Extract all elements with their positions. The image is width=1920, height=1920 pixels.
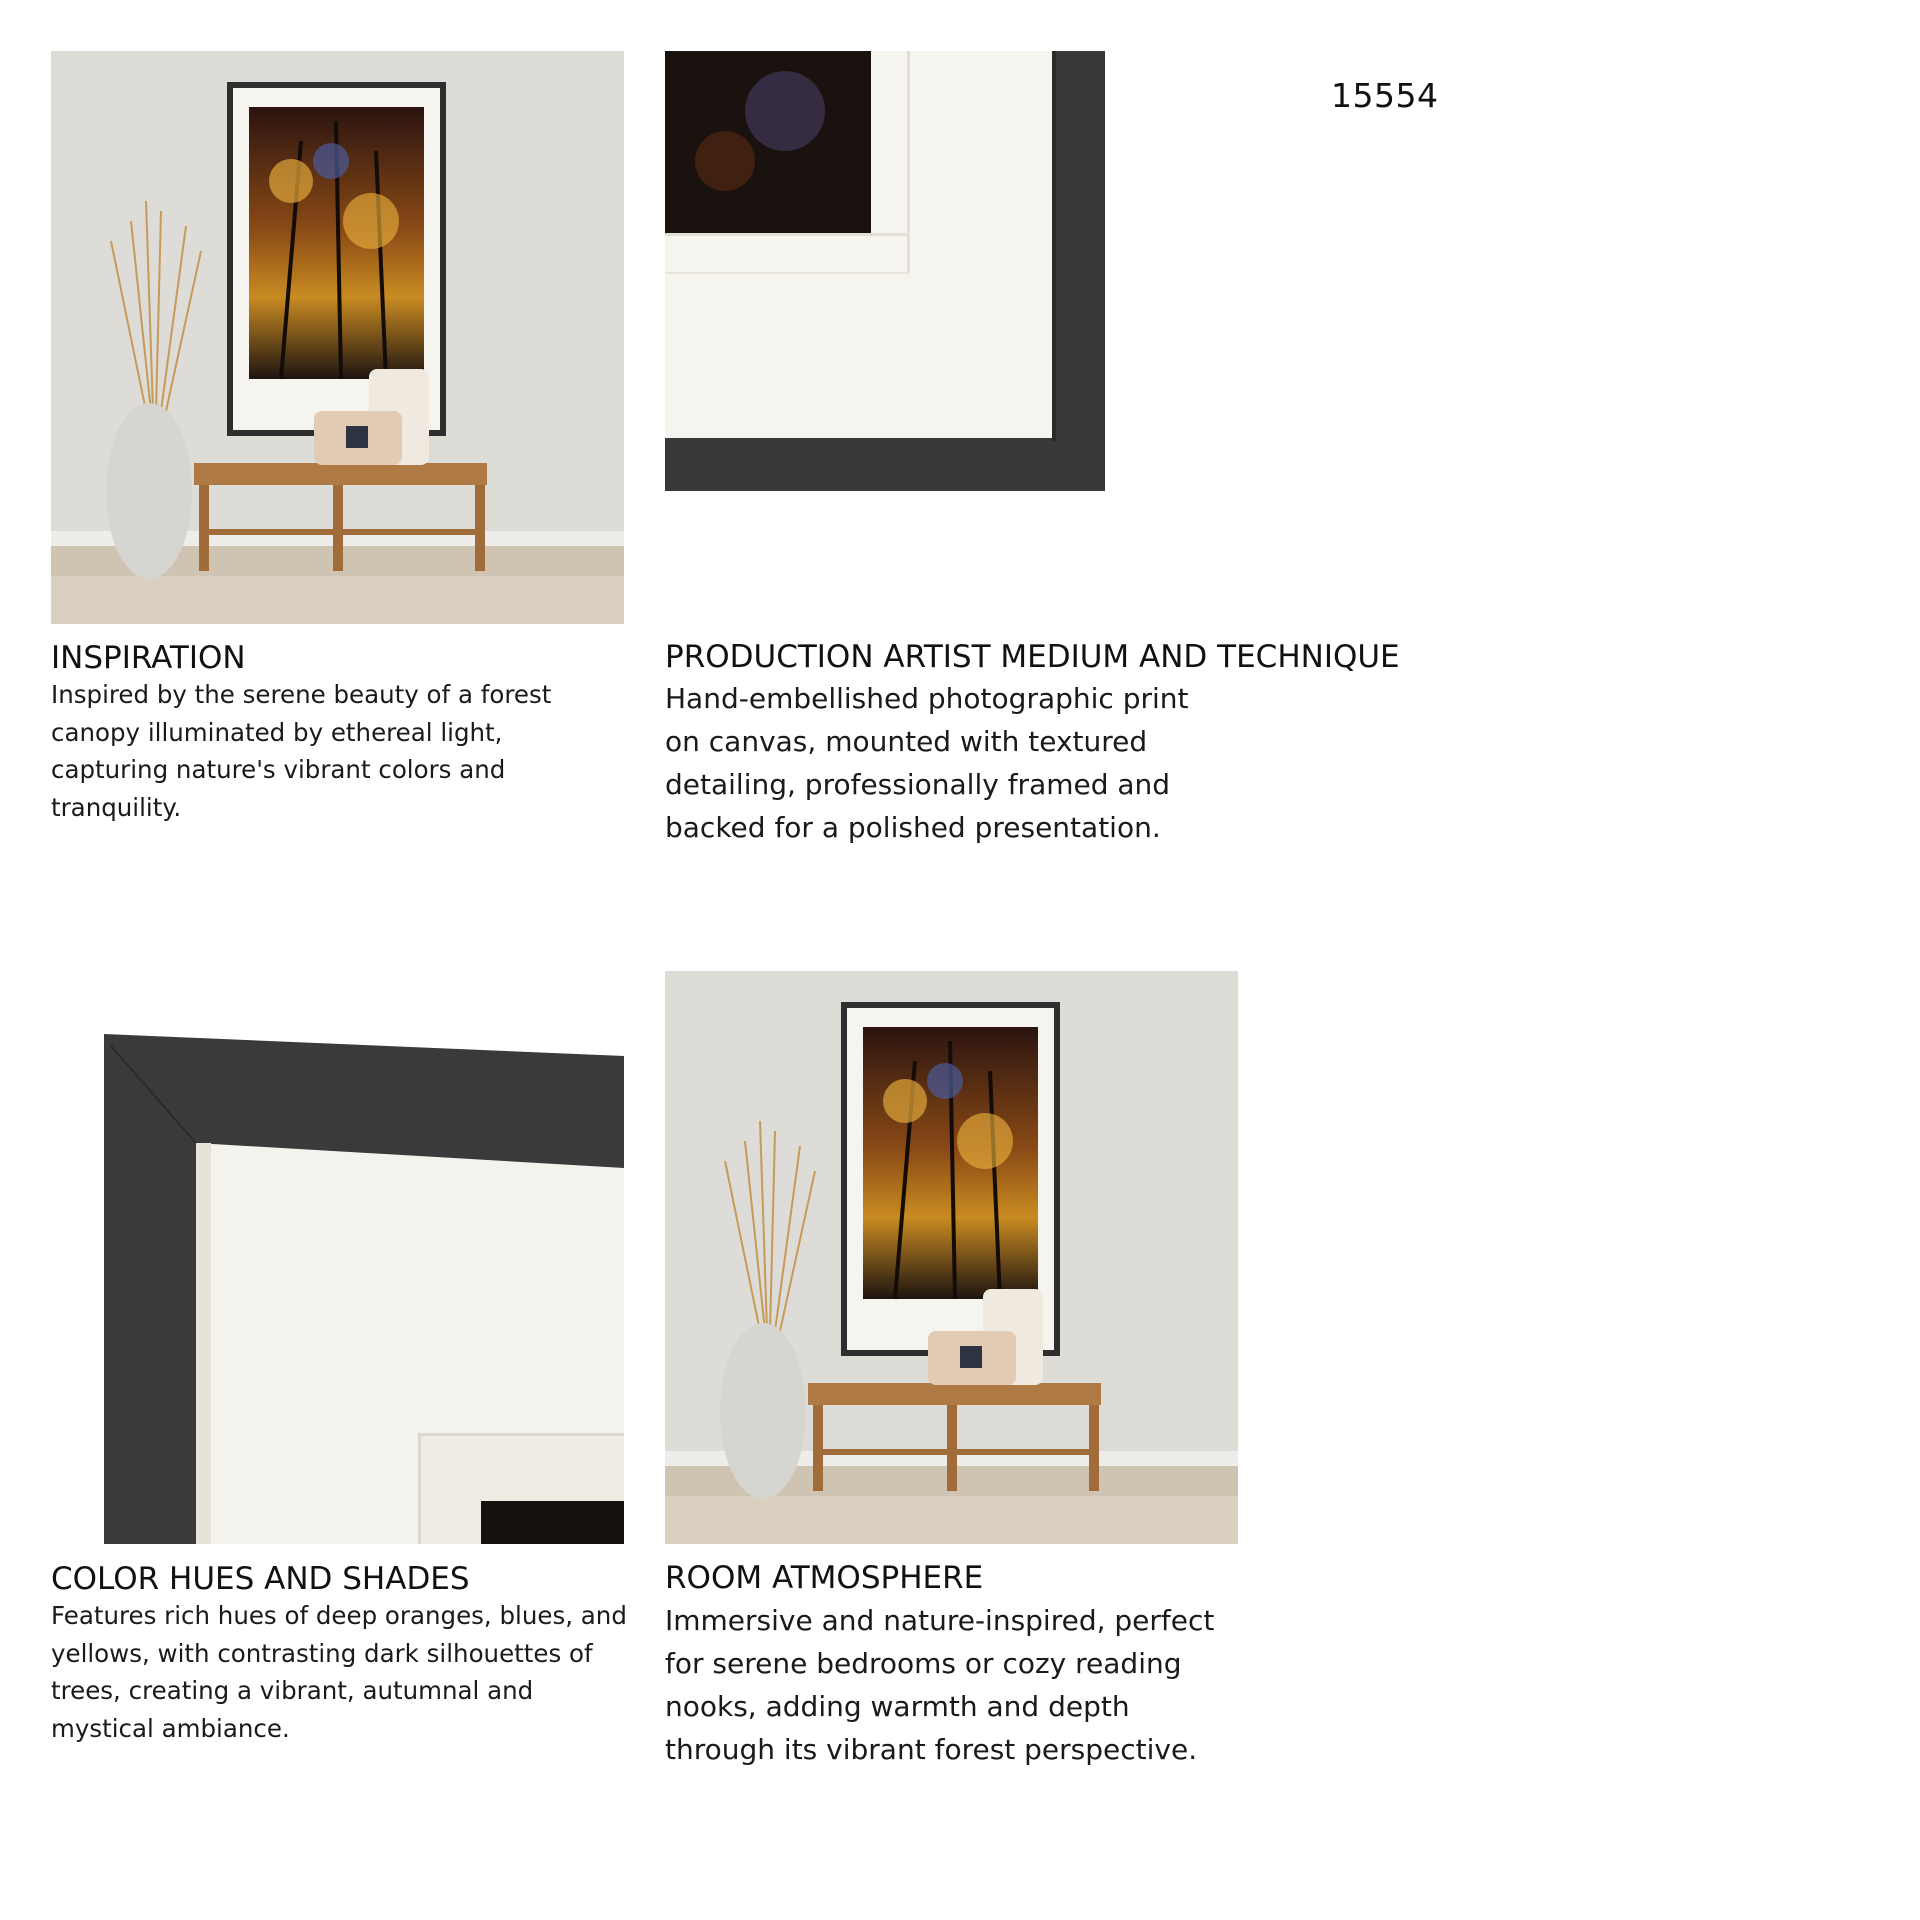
frame-corner-closeup-photo: [665, 51, 1105, 491]
production-line: detailing, professionally framed and: [665, 768, 1171, 801]
color-line: trees, creating a vibrant, autumnal and: [51, 1676, 534, 1705]
room-scene-photo-2: [665, 971, 1238, 1544]
frame-corner-closeup-illustration: [665, 51, 1105, 491]
inspiration-line: canopy illuminated by ethereal light,: [51, 717, 503, 747]
color-line: Features rich hues of deep oranges, blues, and: [51, 1601, 627, 1630]
room-line: for serene bedrooms or cozy reading: [665, 1647, 1182, 1680]
room-line: Immersive and nature-inspired, perfect: [665, 1604, 1215, 1637]
room-line: through its vibrant forest perspective.: [665, 1733, 1198, 1766]
room-line: nooks, adding warmth and depth: [665, 1690, 1130, 1723]
inspiration-text: [51, 676, 611, 826]
inspiration-heading: INSPIRATION: [51, 640, 246, 676]
production-line: backed for a polished presentation.: [665, 811, 1161, 844]
frame-corner-angled-illustration: [51, 971, 624, 1544]
room-scene-photo: [51, 51, 624, 624]
color-line: yellows, with contrasting dark silhouettes of: [51, 1638, 593, 1668]
production-text: [665, 677, 1265, 849]
room-scene-illustration: [51, 51, 624, 624]
color-line: mystical ambiance.: [51, 1713, 290, 1743]
inspiration-line: tranquility.: [51, 792, 182, 822]
production-heading: PRODUCTION ARTIST MEDIUM AND TECHNIQUE: [665, 639, 1400, 675]
frame-corner-angled-photo: [51, 971, 624, 1544]
room-heading: ROOM ATMOSPHERE: [665, 1560, 984, 1596]
production-line: on canvas, mounted with textured: [665, 725, 1148, 758]
product-code: 15554: [1331, 76, 1439, 115]
inspiration-line: capturing nature's vibrant colors and: [51, 755, 506, 784]
room-scene-illustration-2: [665, 971, 1238, 1544]
room-text: [665, 1599, 1265, 1771]
inspiration-line: Inspired by the serene beauty of a forest: [51, 680, 552, 709]
color-heading: COLOR HUES AND SHADES: [51, 1561, 470, 1597]
color-text: [51, 1597, 651, 1747]
production-line: Hand-embellished photographic print: [665, 682, 1189, 715]
